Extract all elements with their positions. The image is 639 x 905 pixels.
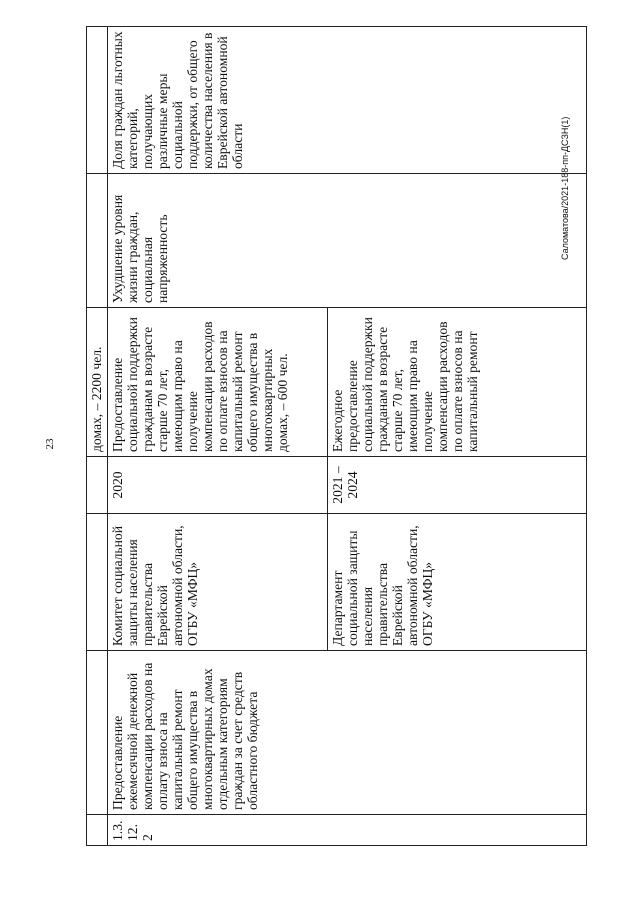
result-cell: Предоставление социальной поддержки гражданам в возрасте старше 70 лет, имеющим право на получение компенсации расходов по оплате взносов на капитальный ремонт общего имущества в многоквартирных домах, – 600 чел. (108, 308, 328, 457)
table-row (87, 27, 108, 846)
table-cell (87, 457, 108, 514)
measures-table (86, 26, 587, 846)
table-cell (87, 815, 108, 846)
table-cell (87, 174, 108, 308)
risk-cell: Ухудшение уровня жизни граждан, социальная напряженность (108, 174, 587, 308)
executor-cell: Департамент социальной защиты населения правительства Еврейской автономной области, ОГБУ «МФЦ» (328, 514, 587, 651)
table-cell (87, 514, 108, 651)
row-number: 1.3.12.2 (108, 815, 587, 846)
table-cell (87, 27, 108, 174)
continuation-result-cell: домах, – 2200 чел. (87, 308, 108, 457)
table-row (108, 27, 328, 846)
indicator-cell: Доля граждан льготных категорий, получающих различные меры социальной поддержки, от общего количества населения в Еврейской автономной области (108, 27, 587, 174)
document-footer-id: Саломатова/2021-188-пп-ДСЗН(1) (560, 116, 570, 260)
rotated-table-container (86, 31, 587, 846)
page-number: 23 (44, 438, 56, 450)
term-cell: 2020 (108, 457, 328, 514)
event-cell: Предоставление ежемесячной денежной компенсации расходов на оплату взноса на капитальный ремонт общего имущества в многоквартирных домах отдельным категориям граждан за счет средств областного бюджета (108, 651, 587, 815)
executor-cell: Комитет социальной защиты населения правительства Еврейской автономной области, ОГБУ «МФЦ» (108, 514, 328, 651)
result-cell: Ежегодное предоставление социальной поддержки гражданам в возрасте старше 70 лет, имеющим право на получение компенсации расходов по оплате взносов на капитальный ремонт (328, 308, 587, 457)
term-cell: 2021 – 2024 (328, 457, 587, 514)
table-cell (87, 651, 108, 815)
